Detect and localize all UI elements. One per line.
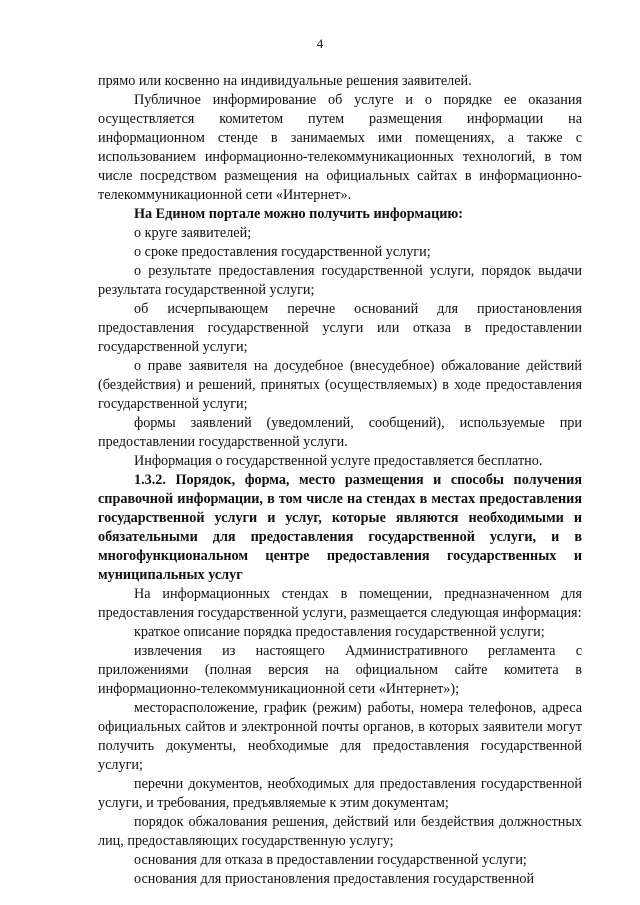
paragraph: порядок обжалования решения, действий или бездействия должностных лиц, предоставляющих государственную услугу; xyxy=(98,814,582,849)
paragraph: перечни документов, необходимых для предоставления государственной услуги, и требования, предъявляемые к этим документам; xyxy=(98,776,582,811)
paragraph: формы заявлений (уведомлений, сообщений), используемые при предоставлении государственной услуги. xyxy=(98,415,582,450)
paragraph: о сроке предоставления государственной услуги; xyxy=(134,244,431,260)
paragraph: извлечения из настоящего Административного регламента с приложениями (полная версия на официальном сайте комитета в информационно-телекоммуникационной сети «Интернет»); xyxy=(98,643,582,697)
page-number: 4 xyxy=(316,36,324,51)
paragraph: об исчерпывающем перечне оснований для приостановления предоставления государственной услуги или отказа в предоставлении государственной услуги; xyxy=(98,301,582,355)
section-heading: 1.3.2. Порядок, форма, место размещения и способы получения справочной информации, в том числе на стендах в местах предоставления государственной услуги и услуг, которые являются необходимыми и обязательными для предоставления государственной услуги, и в многофункциональном центре предоставления государственных и муниципальных услуг xyxy=(98,472,582,583)
document-body xyxy=(98,72,582,889)
paragraph: краткое описание порядка предоставления государственной услуги; xyxy=(134,624,545,640)
section-heading: На Едином портале можно получить информацию: xyxy=(134,206,463,222)
paragraph: Информация о государственной услуге предоставляется бесплатно. xyxy=(134,453,543,469)
paragraph: На информационных стендах в помещении, предназначенном для предоставления государственной услуги, размещается следующая информация: xyxy=(98,586,582,621)
paragraph: о круге заявителей; xyxy=(134,225,252,241)
paragraph: о результате предоставления государственной услуги, порядок выдачи результата государственной услуги; xyxy=(98,263,582,298)
paragraph: основания для отказа в предоставлении государственной услуги; xyxy=(134,852,527,868)
paragraph: основания для приостановления предоставления государственной xyxy=(134,871,535,887)
paragraph: о праве заявителя на досудебное (внесудебное) обжалование действий (бездействия) и решений, принятых (осуществляемых) в ходе предоставления государственной услуги; xyxy=(98,358,582,412)
paragraph: Публичное информирование об услуге и о порядке ее оказания осуществляется комитетом путем размещения информации на информационном стенде в занимаемых ими помещениях, а также с использованием информационно-телекоммуникационных технологий, в том числе посредством размещения на официальных сайтах в информационно-телекоммуникационной сети «Интернет». xyxy=(98,92,582,203)
paragraph: месторасположение, график (режим) работы, номера телефонов, адреса официальных сайтов и электронной почты органов, в которых заявители могут получить документы, необходимые для предоставления государственной услуги; xyxy=(98,700,582,773)
paragraph: прямо или косвенно на индивидуальные решения заявителей. xyxy=(98,73,472,89)
